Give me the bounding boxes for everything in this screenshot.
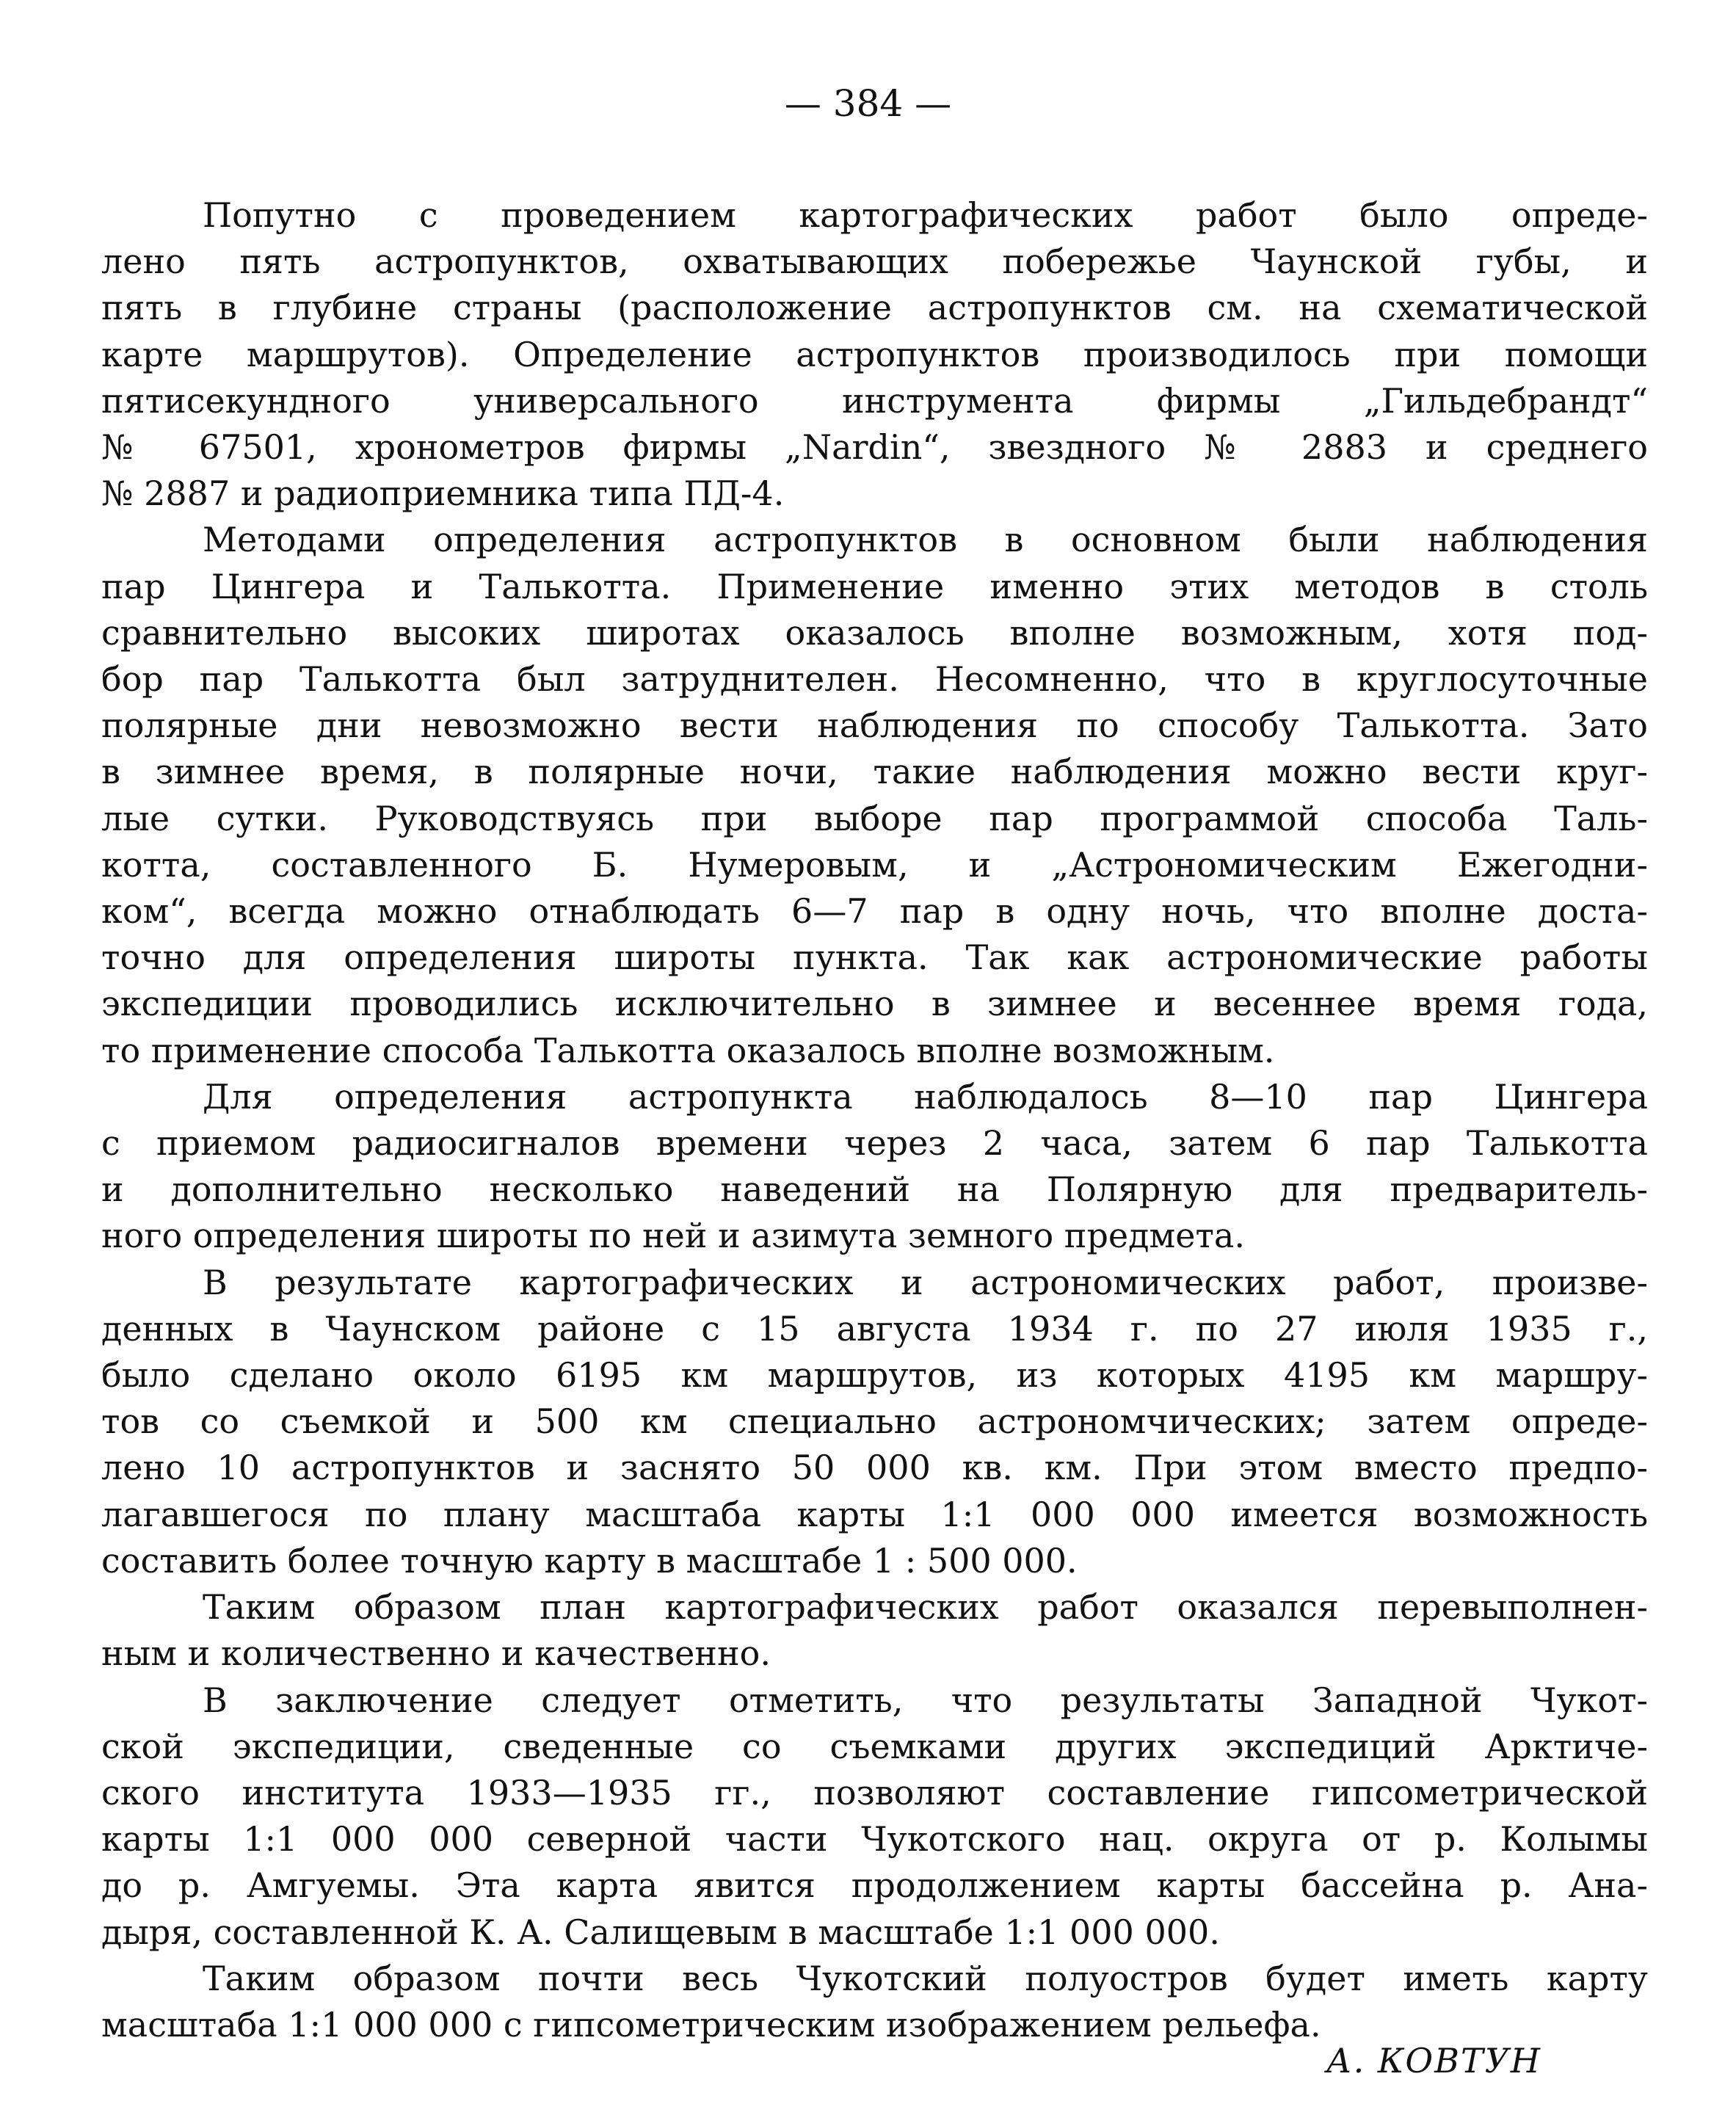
text-line: № 2887 и радиоприемника типа ПД-4. [101, 474, 785, 514]
text-line: точно для определения широты пункта. Так как астрономические работы [101, 937, 1648, 978]
text-line: до р. Амгуемы. Эта карта явится продолжением карты бассейна р. Ана- [101, 1865, 1648, 1906]
text-line: составить более точную карту в масштабе 1 : 500 000. [101, 1540, 1078, 1581]
text-line: карте маршрутов). Определение астропунктов производилось при помощи [101, 334, 1648, 374]
text-line: лено пять астропунктов, охватывающих побережье Чаунской губы, и [101, 242, 1648, 282]
paragraph [101, 1074, 1648, 1260]
paragraph [101, 1677, 1648, 1956]
text-line: котта, составленного Б. Нумеровым, и „Астрономическим Ежегодни- [101, 844, 1648, 885]
text-line: карты 1:1 000 000 северной части Чукотского нац. округа от р. Колымы [101, 1819, 1648, 1860]
text-line: лено 10 астропунктов и заснято 50 000 кв. км. При этом вместо предпо- [101, 1448, 1648, 1488]
text-line: пар Цингера и Талькотта. Применение именно этих методов в столь [101, 566, 1648, 606]
text-line: экспедиции проводились исключительно в зимнее и весеннее время года, [101, 984, 1648, 1024]
text-line: тов со съемкой и 500 км специально астрономчических; затем опреде- [101, 1401, 1648, 1442]
author-signature: А. КОВТУН [1326, 2041, 1541, 2080]
text-line: в зимнее время, в полярные ночи, такие наблюдения можно вести круг- [101, 752, 1648, 792]
text-line: сравнительно высоких широтах оказалось вполне возможным, хотя под- [101, 612, 1648, 653]
text-line: ской экспедиции, сведенные со съемками других экспедиций Арктиче- [101, 1726, 1648, 1766]
text-line: ного определения широты по ней и азимута земного предмета. [101, 1216, 1245, 1256]
text-line: ского института 1933—1935 гг., позволяют составление гипсометрической [101, 1772, 1648, 1813]
text-line: лагавшегося по плану масштаба карты 1:1 000 000 имеется возможность [101, 1494, 1648, 1534]
text-line: дыря, составленной К. А. Салищевым в масштабе 1:1 000 000. [101, 1912, 1220, 1952]
paragraph [101, 1260, 1648, 1584]
text-line: Методами определения астропунктов в основном были наблюдения [203, 520, 1648, 560]
paragraph [101, 1956, 1648, 2048]
text-line: В заключение следует отметить, что результаты Западной Чукот- [203, 1680, 1648, 1720]
text-line: денных в Чаунском районе с 15 августа 1934 г. по 27 июля 1935 г., [101, 1308, 1648, 1349]
text-line: Для определения астропункта наблюдалось 8—10 пар Цингера [203, 1076, 1648, 1117]
text-line: с приемом радиосигналов времени через 2 часа, затем 6 пар Талькотта [101, 1123, 1648, 1164]
text-line: то применение способа Талькотта оказалось вполне возможным. [101, 1030, 1275, 1070]
paragraph [101, 517, 1648, 1073]
body-text [101, 192, 1648, 2048]
text-line: пять в глубине страны (расположение астропунктов см. на схематической [101, 288, 1648, 328]
text-line: и дополнительно несколько наведений на Полярную для предваритель- [101, 1169, 1648, 1210]
text-line: В результате картографических и астрономических работ, произве- [203, 1262, 1648, 1302]
text-line: полярные дни невозможно вести наблюдения по способу Талькотта. Зато [101, 705, 1648, 746]
paragraph [101, 192, 1648, 517]
text-line: было сделано около 6195 км маршрутов, из которых 4195 км маршру- [101, 1355, 1648, 1396]
paragraph [101, 1584, 1648, 1677]
text-line: ным и количественно и качественно. [101, 1633, 771, 1674]
page-number: — 384 — [784, 82, 952, 125]
text-line: Таким образом план картографических работ оказался перевыполнен- [203, 1587, 1648, 1628]
text-line: Таким образом почти весь Чукотский полуостров будет иметь карту [203, 1958, 1648, 1998]
text-line: ком“, всегда можно отнаблюдать 6—7 пар в одну ночь, что вполне доста- [101, 891, 1648, 932]
text-line: пятисекундного универсального инструмента фирмы „Гильдебрандт“ [101, 380, 1648, 421]
text-line: масштаба 1:1 000 000 с гипсометрическим изображением рельефа. [101, 2004, 1321, 2045]
text-line: бор пар Талькотта был затруднителен. Несомненно, что в круглосуточные [101, 659, 1648, 700]
text-line: № 67501, хронометров фирмы „Nardin“, звездного № 2883 и среднего [101, 427, 1648, 468]
text-line: лые сутки. Руководствуясь при выборе пар программой способа Таль- [101, 798, 1648, 838]
text-line: Попутно с проведением картографических работ было опреде- [203, 195, 1648, 235]
